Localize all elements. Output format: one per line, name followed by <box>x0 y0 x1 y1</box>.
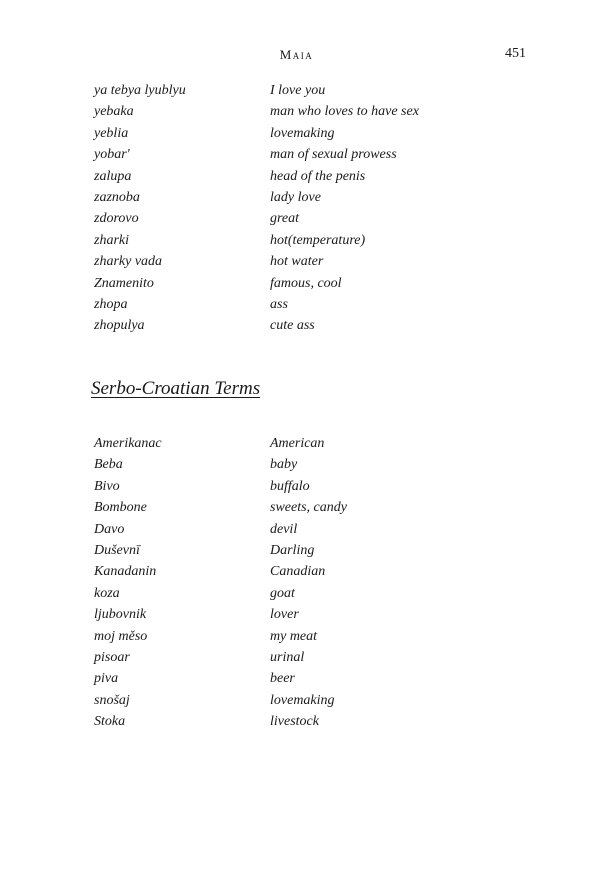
glossary-term: Beba <box>94 457 123 473</box>
glossary-term: zharki <box>94 232 129 248</box>
glossary-row <box>94 276 534 297</box>
glossary-row <box>94 104 534 125</box>
glossary-row <box>94 211 534 232</box>
glossary-row <box>94 436 534 457</box>
glossary-definition: devil <box>270 521 298 537</box>
glossary-definition: my meat <box>270 628 318 644</box>
glossary-term: ya tebya lyublyu <box>94 83 186 98</box>
glossary-definition: great <box>270 211 300 227</box>
glossary-term: yeblia <box>94 125 129 141</box>
glossary-row <box>94 147 534 168</box>
glossary-row <box>94 629 534 650</box>
glossary-definition: livestock <box>270 714 319 730</box>
glossary-definition: ass <box>270 296 288 312</box>
russian-glossary <box>94 83 534 340</box>
glossary-row <box>94 714 534 735</box>
glossary-row <box>94 650 534 671</box>
glossary-definition: lovemaking <box>270 125 335 141</box>
glossary-term: zalupa <box>94 168 132 184</box>
glossary-row <box>94 126 534 147</box>
glossary-term: Duševnī <box>94 542 140 558</box>
glossary-term: moj měso <box>94 628 148 644</box>
glossary-term: snošaj <box>94 692 130 708</box>
glossary-term: Znamenito <box>94 275 154 291</box>
glossary-row <box>94 693 534 714</box>
glossary-definition: sweets, candy <box>270 500 347 516</box>
glossary-definition: hot(temperature) <box>270 232 366 248</box>
glossary-definition: I love you <box>270 83 326 98</box>
glossary-definition: man of sexual prowess <box>270 147 397 163</box>
glossary-row <box>94 586 534 607</box>
glossary-definition: urinal <box>270 649 305 665</box>
glossary-term: Bivo <box>94 478 120 494</box>
glossary-row <box>94 500 534 521</box>
glossary-term: Amerikanac <box>94 436 162 451</box>
glossary-definition: Canadian <box>270 564 326 580</box>
glossary-definition: beer <box>270 671 295 687</box>
glossary-definition: American <box>270 436 325 451</box>
glossary-definition: man who loves to have sex <box>270 104 419 120</box>
glossary-row <box>94 190 534 211</box>
glossary-term: koza <box>94 585 120 601</box>
glossary-term: zhopulya <box>94 318 145 334</box>
glossary-definition: baby <box>270 457 298 473</box>
section-heading: Serbo-Croatian Terms <box>91 378 261 399</box>
glossary-term: Davo <box>94 521 125 537</box>
glossary-term: zaznoba <box>94 189 140 205</box>
glossary-row <box>94 233 534 254</box>
glossary-definition: lady love <box>270 189 321 205</box>
glossary-row <box>94 457 534 478</box>
glossary-row <box>94 169 534 190</box>
glossary-row <box>94 522 534 543</box>
glossary-definition: head of the penis <box>270 168 366 184</box>
glossary-term: zhopa <box>94 296 128 312</box>
glossary-row <box>94 297 534 318</box>
glossary-term: ljubovnik <box>94 607 147 623</box>
glossary-row <box>94 83 534 104</box>
glossary-term: yobar' <box>94 147 130 163</box>
glossary-row <box>94 543 534 564</box>
glossary-row <box>94 254 534 275</box>
glossary-definition: cute ass <box>270 318 315 334</box>
glossary-term: piva <box>94 671 119 687</box>
glossary-row <box>94 564 534 585</box>
header-title: Maia <box>279 47 314 62</box>
glossary-term: zharky vada <box>94 254 163 270</box>
page-number: 451 <box>505 46 526 61</box>
glossary-row <box>94 479 534 500</box>
glossary-row <box>94 318 534 339</box>
glossary-term: Stoka <box>94 714 126 730</box>
glossary-term: yebaka <box>94 104 134 120</box>
glossary-term: pisoar <box>94 649 130 665</box>
serbo-croatian-glossary <box>94 436 534 735</box>
glossary-definition: lover <box>270 607 299 623</box>
glossary-definition: Darling <box>270 542 315 558</box>
glossary-definition: hot water <box>270 254 324 270</box>
glossary-definition: famous, cool <box>270 275 342 291</box>
glossary-definition: buffalo <box>270 478 310 494</box>
glossary-definition: lovemaking <box>270 692 335 708</box>
glossary-term: zdorovo <box>94 211 139 227</box>
glossary-definition: goat <box>270 585 295 601</box>
glossary-term: Kanadanin <box>94 564 157 580</box>
glossary-row <box>94 607 534 628</box>
glossary-row <box>94 671 534 692</box>
glossary-term: Bombone <box>94 500 147 516</box>
